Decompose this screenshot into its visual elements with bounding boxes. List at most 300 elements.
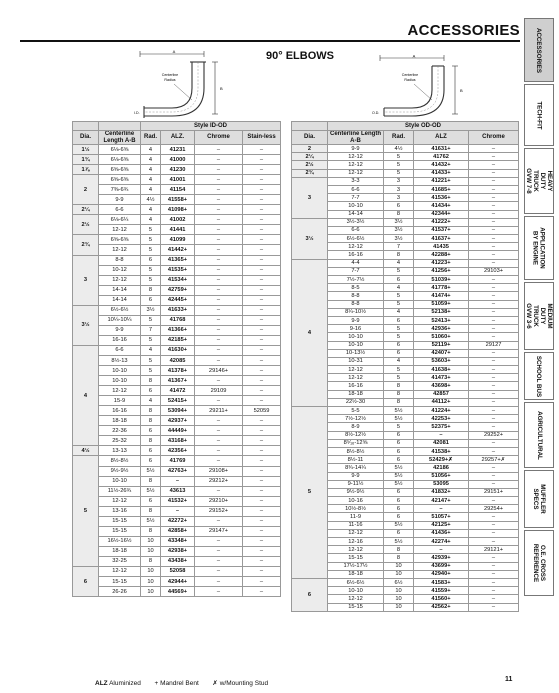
stainless-cell: – (243, 335, 281, 345)
length-cell: 18-18 (99, 416, 141, 426)
chrome-cell: 29151+ (469, 488, 519, 496)
length-cell: 8½-12½ (328, 431, 384, 439)
chrome-cell: – (195, 185, 243, 195)
dia-cell: 1½ (73, 145, 99, 155)
length-cell: 11-16 (328, 521, 384, 529)
alz-cell: 41472 (161, 386, 195, 396)
length-cell: 6⅛-6¼ (99, 215, 141, 225)
chrome-cell: – (469, 464, 519, 472)
diagram-label-b: B (460, 88, 463, 93)
length-cell: 10-10 (99, 366, 141, 376)
stainless-cell: – (243, 315, 281, 325)
table-row (73, 386, 281, 396)
chrome-cell: – (469, 570, 519, 578)
chrome-cell: – (195, 546, 243, 556)
col-header-dia: Dia. (73, 131, 99, 145)
length-cell: 3-3 (328, 177, 384, 185)
rad-cell: 6 (141, 295, 161, 305)
table-row (73, 275, 281, 285)
length-cell: 10½-8½ (328, 505, 384, 513)
tab-heavy-duty-truck[interactable]: HEAVY DUTY TRUCK GVW 7-8 (524, 148, 554, 214)
table-row (73, 396, 281, 406)
length-cell: 12-12 (328, 161, 384, 169)
stainless-cell: – (243, 145, 281, 155)
chrome-cell: 29212+ (195, 476, 243, 486)
rad-cell: 3½ (384, 226, 414, 234)
rad-cell: 4 (141, 345, 161, 355)
elbow-diagram-od-od (370, 54, 465, 120)
header-blank (292, 122, 328, 131)
rad-cell: 6 (384, 456, 414, 464)
length-cell: 18-18 (328, 570, 384, 578)
length-cell: 10-10 (328, 202, 384, 210)
stainless-cell: – (243, 155, 281, 165)
alz-cell: 52138+ (414, 308, 469, 316)
length-cell: 7½-12½ (328, 415, 384, 423)
tab-medium-duty-truck[interactable]: MEDIUM DUTY TRUCK GVW 3-6 (524, 282, 554, 350)
alz-cell: 41002 (161, 215, 195, 225)
length-cell: 15-15 (99, 577, 141, 587)
alz-cell: 41222+ (414, 218, 469, 226)
rad-cell: 4 (141, 165, 161, 175)
chrome-cell: – (469, 333, 519, 341)
length-cell: 26-26 (99, 587, 141, 597)
dia-cell: 6 (292, 578, 328, 611)
dia-cell: 2½ (73, 215, 99, 235)
rad-cell: 8 (384, 382, 414, 390)
stainless-cell: – (243, 396, 281, 406)
table-row (73, 255, 281, 265)
stainless-cell: – (243, 165, 281, 175)
alz-cell: 41001 (161, 175, 195, 185)
tab-oe-cross-reference[interactable]: O.E. CROSS REFERENCE (524, 530, 554, 596)
alz-cell: 41473+ (414, 374, 469, 382)
table-row (73, 426, 281, 436)
col-header-stainless: Stain-less (243, 131, 281, 145)
alz-cell: – (414, 431, 469, 439)
chrome-cell: – (469, 276, 519, 284)
stainless-cell: – (243, 436, 281, 446)
length-cell: 10-10 (328, 341, 384, 349)
chrome-cell: – (469, 562, 519, 570)
col-header-rad: Rad. (384, 131, 414, 145)
length-cell: 8-8 (99, 255, 141, 265)
alz-cell: 52375+ (414, 423, 469, 431)
alz-cell: 53603+ (414, 357, 469, 365)
alz-cell: 43699+ (414, 562, 469, 570)
alz-cell: 41631+ (414, 145, 469, 153)
tab-application-by-engine[interactable]: APPLICATION BY ENGINE (524, 216, 554, 280)
stainless-cell: – (243, 546, 281, 556)
table-row (73, 225, 281, 235)
chrome-cell: – (469, 423, 519, 431)
alz-cell: 51059+ (414, 300, 469, 308)
rad-cell: 8 (141, 436, 161, 446)
length-cell: 15-15 (328, 554, 384, 562)
alz-cell: 41538+ (414, 447, 469, 455)
chrome-cell: – (469, 185, 519, 193)
diagram-label-a: A (412, 54, 416, 59)
chrome-cell: – (469, 366, 519, 374)
stainless-cell: – (243, 476, 281, 486)
alz-cell: 41435 (414, 243, 469, 251)
alz-cell: – (161, 476, 195, 486)
table-row (292, 177, 519, 185)
rad-cell: 8 (141, 506, 161, 516)
length-cell: 13-13 (99, 446, 141, 456)
stainless-cell: – (243, 566, 281, 576)
chrome-cell: – (195, 195, 243, 205)
rad-cell: 6 (141, 446, 161, 456)
col-header-dia: Dia. (292, 131, 328, 145)
length-cell: 16-16 (99, 406, 141, 416)
tab-school-bus[interactable]: SCHOOL BUS (524, 352, 554, 400)
table-row (292, 145, 519, 153)
length-cell: 8½-13 (99, 355, 141, 365)
rad-cell: 6 (384, 316, 414, 324)
alz-cell: 42936+ (414, 325, 469, 333)
table-row (73, 265, 281, 275)
chrome-cell: 29254+ (469, 505, 519, 513)
tab-muffler-specs[interactable]: MUFFLER SPECS (524, 470, 554, 528)
length-cell: 8¾-14¼ (328, 464, 384, 472)
table-row (73, 436, 281, 446)
alz-cell: 44449+ (161, 426, 195, 436)
length-cell: 6½-6½ (99, 305, 141, 315)
chrome-cell: – (195, 566, 243, 576)
length-cell: 6½-6½ (328, 578, 384, 586)
chrome-cell: – (469, 194, 519, 202)
length-cell: 18-18 (328, 390, 384, 398)
alz-cell: 41583+ (414, 578, 469, 586)
stainless-cell: – (243, 345, 281, 355)
alz-cell: 41432+ (414, 161, 469, 169)
chrome-cell: – (469, 529, 519, 537)
length-cell: 12-12 (328, 366, 384, 374)
length-cell: 8½-8½ (99, 456, 141, 466)
legend-stud-symbol: ✗ (212, 680, 218, 687)
table-row (292, 161, 519, 169)
alz-cell: 51056+ (414, 472, 469, 480)
table-row (73, 456, 281, 466)
table-row (73, 516, 281, 526)
length-cell: 10-12 (99, 265, 141, 275)
alz-cell: 42186 (414, 464, 469, 472)
rad-cell: 5 (141, 355, 161, 365)
legend-stud-text: w/Mounting Stud (219, 680, 269, 687)
alz-cell: 43613 (161, 486, 195, 496)
table-row (73, 506, 281, 516)
chrome-cell: – (195, 285, 243, 295)
alz-cell: 52413+ (414, 316, 469, 324)
alz-cell: – (161, 506, 195, 516)
stainless-cell: – (243, 486, 281, 496)
diagram-radius-label-2: Radius (164, 78, 176, 82)
chrome-cell: – (195, 295, 243, 305)
chrome-cell: – (469, 374, 519, 382)
rad-cell: 6 (384, 276, 414, 284)
rad-cell: 6 (384, 202, 414, 210)
dia-cell: 5 (73, 456, 99, 567)
chrome-cell: – (195, 426, 243, 436)
alz-cell: 42356+ (161, 446, 195, 456)
length-cell: 8-8 (328, 300, 384, 308)
length-cell: 9-9 (328, 316, 384, 324)
alz-cell: 42445+ (161, 295, 195, 305)
chrome-cell: 29210+ (195, 496, 243, 506)
chrome-cell: – (195, 305, 243, 315)
alz-cell: 43168+ (161, 436, 195, 446)
table-row (73, 295, 281, 305)
chrome-cell: – (195, 376, 243, 386)
alz-cell: 42938+ (161, 546, 195, 556)
rad-cell: 10 (384, 570, 414, 578)
length-cell: 12-12 (99, 245, 141, 255)
rad-cell: 10 (384, 603, 414, 611)
rad-cell: 6 (141, 456, 161, 466)
chrome-cell: – (469, 243, 519, 251)
alz-cell: 42407+ (414, 349, 469, 357)
alz-cell: 41223+ (414, 259, 469, 267)
stainless-cell: – (243, 556, 281, 566)
length-cell: 12-12 (328, 243, 384, 251)
legend-alz-text: Aluminized (109, 680, 141, 687)
alz-cell: 41441 (161, 225, 195, 235)
chrome-cell: – (469, 390, 519, 398)
chrome-cell: – (195, 456, 243, 466)
table-row (73, 556, 281, 566)
length-cell: 7½-7½ (328, 276, 384, 284)
length-cell: 16-16 (328, 251, 384, 259)
rad-cell: 6 (384, 439, 414, 447)
rad-cell: 8 (141, 476, 161, 486)
chrome-cell: – (195, 396, 243, 406)
rad-cell: 5½ (384, 521, 414, 529)
length-cell: 12-12 (99, 566, 141, 576)
rad-cell: 10 (384, 587, 414, 595)
alz-cell: 43698+ (414, 382, 469, 390)
chrome-cell: – (195, 255, 243, 265)
length-cell: 25-32 (99, 436, 141, 446)
stainless-cell: – (243, 355, 281, 365)
alz-cell: 41769 (161, 456, 195, 466)
length-cell: 6-6 (99, 205, 141, 215)
chrome-cell: – (469, 325, 519, 333)
chrome-cell: – (195, 486, 243, 496)
diagram-label-b: B (220, 86, 223, 91)
stainless-cell: – (243, 577, 281, 587)
rad-cell: 6 (141, 255, 161, 265)
rad-cell: 4 (141, 145, 161, 155)
rad-cell: 8 (141, 556, 161, 566)
alz-cell: 51060+ (414, 333, 469, 341)
rad-cell: 5½ (384, 464, 414, 472)
rad-cell: 3½ (141, 305, 161, 315)
page-title: ACCESSORIES (407, 22, 520, 39)
table-row (292, 153, 519, 161)
alz-cell: 51039+ (414, 276, 469, 284)
rad-cell: 10 (141, 536, 161, 546)
rad-cell: 4 (141, 155, 161, 165)
page-number: 11 (505, 676, 513, 683)
diagram-radius-label-1: Centerline (161, 73, 179, 77)
length-cell: 8¼-10½ (328, 308, 384, 316)
alz-cell: 53095 (414, 480, 469, 488)
dia-cell: 4 (73, 345, 99, 445)
tab-tech-fit[interactable]: TECH-FIT (524, 84, 554, 146)
alz-cell: 41378+ (161, 366, 195, 376)
style-label: Style ID-OD (141, 122, 281, 131)
table-row (73, 366, 281, 376)
stainless-cell: 52059 (243, 406, 281, 416)
alz-cell: 52429+✗ (414, 456, 469, 464)
elbow-diagram-id-od (130, 48, 225, 120)
alz-cell: 42085 (161, 355, 195, 365)
rad-cell: 3 (384, 185, 414, 193)
alz-cell: 42858+ (161, 526, 195, 536)
chrome-cell: – (195, 577, 243, 587)
rad-cell: 5½ (384, 472, 414, 480)
chrome-cell: – (469, 169, 519, 177)
chrome-cell: – (195, 345, 243, 355)
chrome-cell: 29109 (195, 386, 243, 396)
chrome-cell: – (469, 300, 519, 308)
chrome-cell: – (195, 355, 243, 365)
table-row (73, 245, 281, 255)
length-cell: 10-13½ (328, 349, 384, 357)
table-row (73, 526, 281, 536)
chrome-cell: – (195, 215, 243, 225)
rad-cell: 10 (141, 546, 161, 556)
length-cell: 15-15 (99, 516, 141, 526)
alz-cell: 41633+ (161, 305, 195, 315)
section-subtitle: 90° ELBOWS (266, 50, 334, 62)
stainless-cell: – (243, 456, 281, 466)
dia-cell: 3½ (292, 218, 328, 259)
rad-cell: 8 (384, 398, 414, 406)
length-cell: 17½-17½ (328, 562, 384, 570)
alz-cell: 42185+ (161, 335, 195, 345)
length-cell: 12-12 (328, 529, 384, 537)
rad-cell: 6 (384, 488, 414, 496)
length-cell: 8-8 (328, 292, 384, 300)
alz-cell: 42272+ (161, 516, 195, 526)
alz-cell: 42763+ (161, 466, 195, 476)
length-cell: 8-5 (328, 284, 384, 292)
stainless-cell: – (243, 376, 281, 386)
rad-cell: 6 (384, 529, 414, 537)
dia-cell: 3 (292, 177, 328, 218)
stainless-cell: – (243, 496, 281, 506)
alz-cell: 41560+ (414, 595, 469, 603)
chrome-cell: – (195, 275, 243, 285)
length-cell: 22-36 (99, 426, 141, 436)
dia-cell: 4½ (73, 446, 99, 456)
length-cell: 12-12 (99, 386, 141, 396)
alz-cell: 41436+ (414, 529, 469, 537)
alz-cell: 41558+ (161, 195, 195, 205)
length-cell: 10-10 (328, 587, 384, 595)
rad-cell: 5½ (384, 538, 414, 546)
table-row (73, 587, 281, 597)
dia-cell: 2 (73, 175, 99, 205)
length-cell: 32-25 (99, 556, 141, 566)
alz-cell: 42940+ (414, 570, 469, 578)
alz-cell: 41366+ (161, 325, 195, 335)
alz-cell: 42344+ (414, 210, 469, 218)
chrome-cell: 29211+ (195, 406, 243, 416)
length-cell: 18-18 (99, 546, 141, 556)
alz-cell: 41221+ (414, 177, 469, 185)
rad-cell: 5½ (141, 466, 161, 476)
alz-cell: 41433+ (414, 169, 469, 177)
rad-cell: 6 (384, 447, 414, 455)
stainless-cell: – (243, 516, 281, 526)
chrome-cell: – (469, 153, 519, 161)
rad-cell: 5 (141, 245, 161, 255)
length-cell: 16-16 (99, 335, 141, 345)
table-row (73, 355, 281, 365)
alz-cell: 41559+ (414, 587, 469, 595)
chrome-cell: – (195, 175, 243, 185)
length-cell: 6⅛-6⅝ (99, 145, 141, 155)
table-row (73, 195, 281, 205)
length-cell: 8-9 (328, 423, 384, 431)
chrome-cell: – (195, 245, 243, 255)
dia-cell: 1⅞ (73, 165, 99, 175)
table-row (73, 215, 281, 225)
rad-cell: 10 (141, 577, 161, 587)
rad-cell: 6 (141, 426, 161, 436)
rad-cell: 6 (384, 505, 414, 513)
dia-cell: 1¾ (73, 155, 99, 165)
tab-accessories[interactable]: ACCESSORIES (524, 18, 554, 82)
rad-cell: 5 (141, 265, 161, 275)
rad-cell: 8 (141, 285, 161, 295)
chrome-cell: – (469, 292, 519, 300)
rad-cell: 4 (384, 308, 414, 316)
rad-cell: 4 (141, 396, 161, 406)
chrome-cell: – (469, 226, 519, 234)
table-row (292, 259, 519, 267)
length-cell: 10-10 (99, 476, 141, 486)
dia-cell: 2¾ (292, 169, 328, 177)
legend-mandrel-symbol: + (154, 680, 159, 687)
stainless-cell: – (243, 235, 281, 245)
chrome-cell: 29103+ (469, 267, 519, 275)
chrome-cell: – (469, 308, 519, 316)
chrome-cell: 29121+ (469, 546, 519, 554)
chrome-cell: – (195, 235, 243, 245)
header-blank (73, 122, 99, 131)
length-cell: 6⅝-6⅝ (99, 235, 141, 245)
length-cell: 11-9 (328, 513, 384, 521)
length-cell: 8⁵⁄₁₆-12⅝ (328, 439, 384, 447)
alz-cell: 41231 (161, 145, 195, 155)
tab-agricultural[interactable]: AGRICULTURAL (524, 402, 554, 468)
length-cell: 12-12 (328, 546, 384, 554)
chrome-cell: – (469, 497, 519, 505)
rad-cell: 5 (384, 374, 414, 382)
stainless-cell: – (243, 285, 281, 295)
rad-cell: 5 (384, 423, 414, 431)
alz-cell: 44112+ (414, 398, 469, 406)
table-row (73, 315, 281, 325)
chrome-cell: 29152+ (195, 506, 243, 516)
length-cell: 14-14 (99, 295, 141, 305)
chrome-cell: – (469, 513, 519, 521)
chrome-cell: – (195, 315, 243, 325)
